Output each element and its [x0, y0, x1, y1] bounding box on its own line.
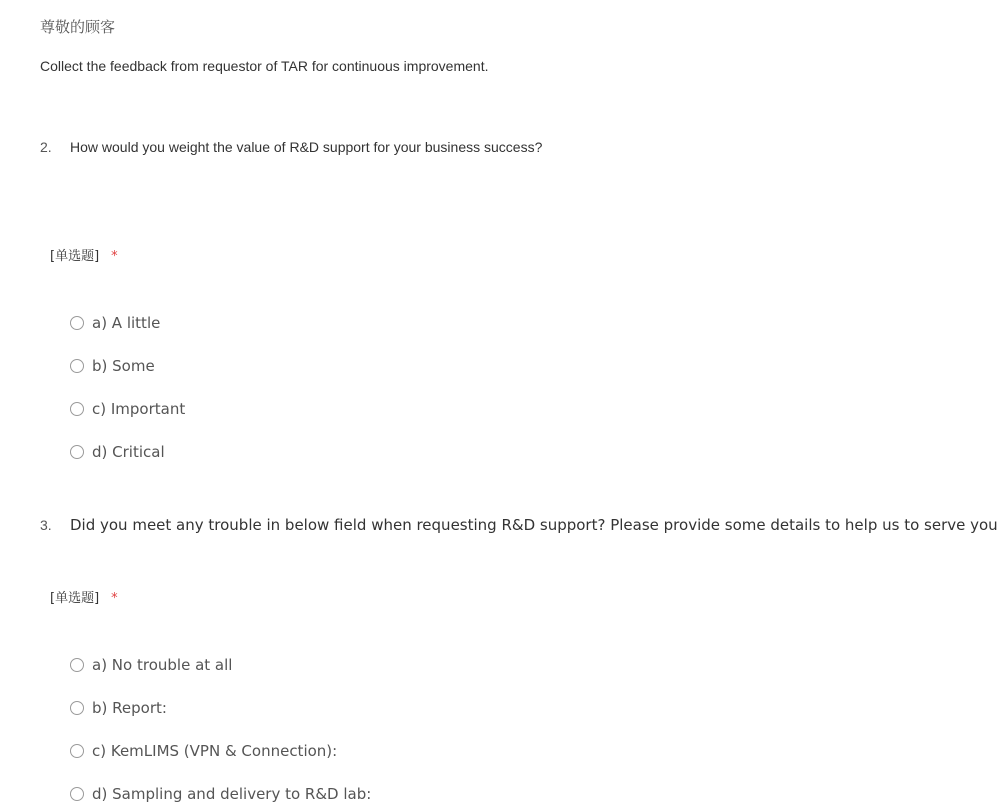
- radio-button[interactable]: [70, 402, 84, 416]
- required-mark: *: [111, 591, 118, 606]
- question-text: Did you meet any trouble in below field when requesting R&D support? Please provide some details to help us to serve you: [70, 516, 998, 534]
- question-text: How would you weight the value of R&D support for your business success?: [70, 139, 543, 155]
- question-number: 2.: [40, 139, 52, 155]
- radio-button[interactable]: [70, 445, 84, 459]
- question-type: [单选题]: [50, 591, 100, 606]
- question-type-label: [50, 245, 118, 264]
- survey-greeting: 尊敬的顾客: [40, 18, 116, 36]
- option-label: a) No trouble at all: [92, 656, 233, 674]
- option-important[interactable]: [70, 400, 185, 418]
- radio-button[interactable]: [70, 359, 84, 373]
- radio-button[interactable]: [70, 701, 84, 715]
- question-type-label: [50, 587, 118, 606]
- option-label: d) Critical: [92, 443, 165, 461]
- radio-button[interactable]: [70, 658, 84, 672]
- radio-button[interactable]: [70, 316, 84, 330]
- option-no-trouble[interactable]: [70, 656, 232, 674]
- option-critical[interactable]: [70, 443, 165, 461]
- survey-intro: Collect the feedback from requestor of TAR for continuous improvement.: [40, 58, 489, 74]
- option-some[interactable]: [70, 357, 155, 375]
- option-kemlims[interactable]: [70, 742, 337, 760]
- option-label: a) A little: [92, 314, 161, 332]
- required-mark: *: [111, 249, 118, 264]
- radio-button[interactable]: [70, 787, 84, 801]
- option-label: b) Report:: [92, 699, 167, 717]
- option-sampling-delivery[interactable]: [70, 785, 371, 803]
- option-label: c) KemLIMS (VPN & Connection):: [92, 742, 338, 760]
- radio-button[interactable]: [70, 744, 84, 758]
- option-label: d) Sampling and delivery to R&D lab:: [92, 785, 372, 803]
- option-label: b) Some: [92, 357, 155, 375]
- question-type: [单选题]: [50, 249, 100, 264]
- option-label: c) Important: [92, 400, 186, 418]
- option-report[interactable]: [70, 699, 167, 717]
- option-a-little[interactable]: [70, 314, 160, 332]
- question-number: 3.: [40, 517, 52, 533]
